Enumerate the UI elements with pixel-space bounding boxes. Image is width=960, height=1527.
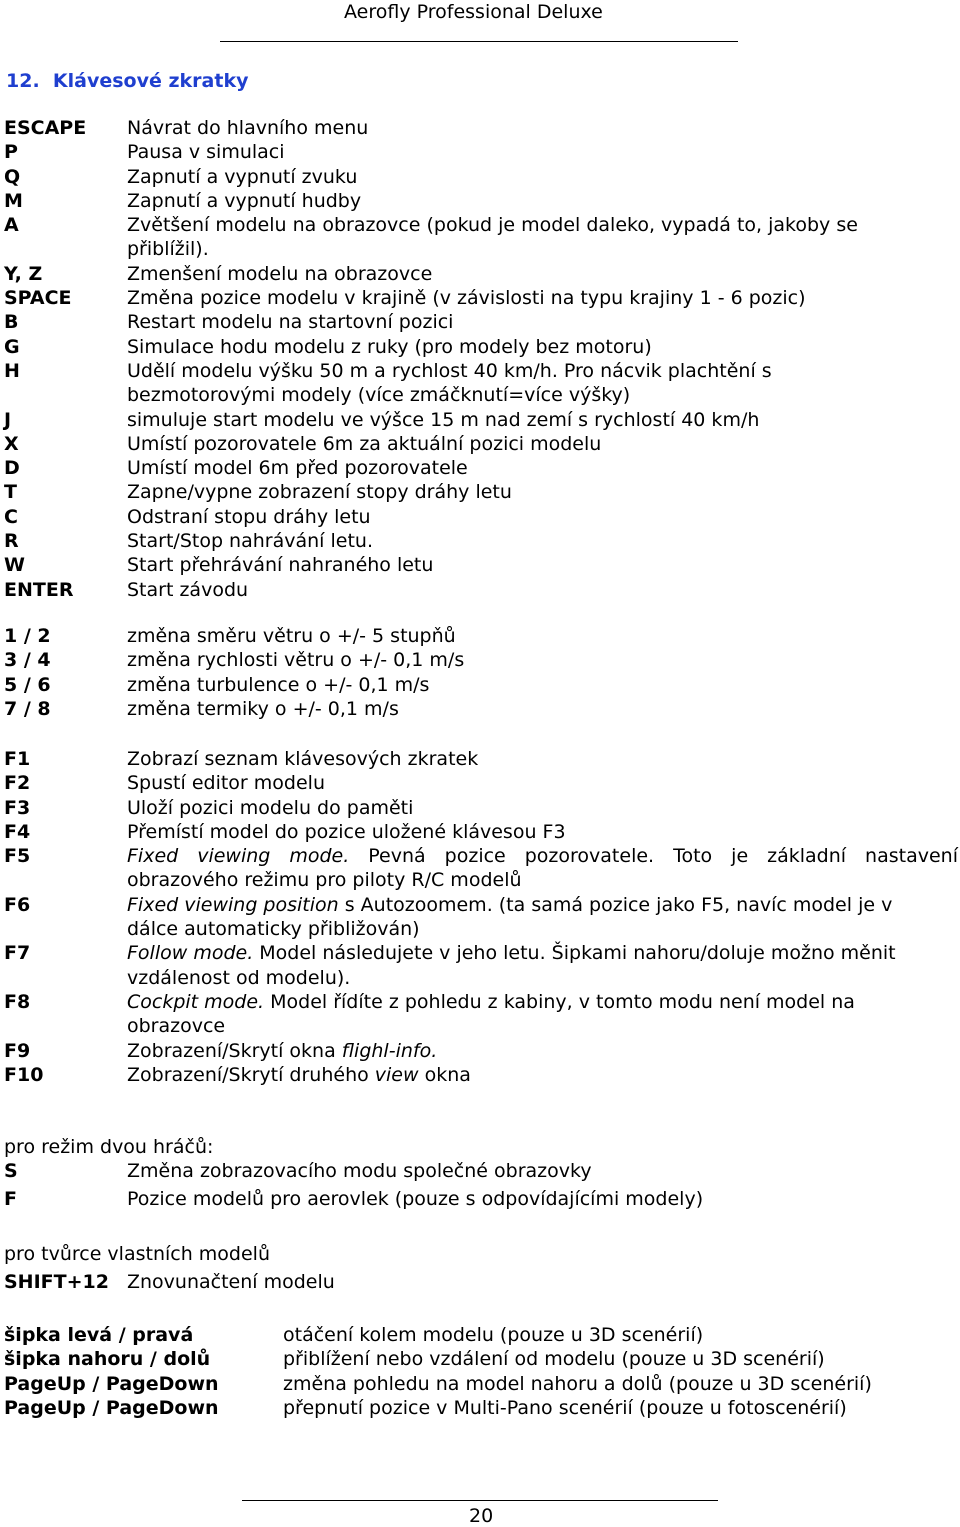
mode-desc: s Autozoomem. (ta samá pozice jako F5, navíc model je v dálce automaticky přibližován) [127, 893, 893, 941]
shortcut-key: 7 / 8 [4, 697, 51, 720]
mode-desc: Model řídíte z pohledu z kabiny, v tomto modu není model na obrazovce [127, 990, 855, 1038]
shortcut-row [0, 624, 960, 648]
shortcut-row [0, 747, 960, 771]
shortcut-key: A [4, 214, 19, 237]
shortcut-key: 3 / 4 [4, 649, 51, 672]
shortcut-table-wind [0, 624, 960, 721]
shortcut-key: PageUp / PageDown [4, 1372, 219, 1395]
shortcut-row [0, 310, 960, 334]
mode-name: Fixed viewing mode. [127, 845, 350, 868]
shortcut-desc: změna turbulence o +/- 0,1 m/s [127, 673, 430, 696]
shortcut-desc: Zmenšení modelu na obrazovce [127, 262, 433, 285]
shortcut-desc: Umístí pozorovatele 6m za aktuální pozici modelu [127, 432, 602, 455]
desc-lead: Zobrazení/Skrytí druhého [127, 1063, 375, 1086]
page-number: 20 [469, 1505, 494, 1527]
shortcut-desc: změna pohledu na model nahoru a dolů (pouze u 3D scenérií) [283, 1372, 872, 1395]
shortcut-row [0, 1372, 960, 1396]
shortcut-desc: Udělí modelu výšku 50 m a rychlost 40 km/h. Pro nácvik plachtění s bezmotorovými modely (více zmáčknutí=více výšky) [127, 359, 772, 407]
shortcut-desc: Uloží pozici modelu do paměti [127, 796, 414, 819]
shortcut-key: 5 / 6 [4, 673, 51, 696]
shortcut-row [0, 893, 960, 942]
section-heading [6, 69, 248, 93]
shortcut-key: P [4, 141, 18, 164]
shortcut-key: šipka levá / pravá [4, 1324, 194, 1346]
shortcut-desc: Zvětšení modelu na obrazovce (pokud je model daleko, vypadá to, jakoby se přiblížil). [127, 214, 858, 261]
running-header-title: Aerofly Professional Deluxe [344, 1, 603, 23]
shortcut-key: F1 [4, 748, 31, 770]
two-player-heading: pro režim dvou hráčů: [4, 1136, 214, 1158]
shortcut-desc: Spustí editor modelu [127, 772, 325, 795]
shortcut-desc: Zapnutí a vypnutí hudby [127, 189, 362, 212]
shortcut-desc: otáčení kolem modelu (pouze u 3D scenérií) [283, 1324, 704, 1346]
shortcut-key: F8 [4, 990, 31, 1013]
shortcut-desc: přiblížení nebo vzdálení od modelu (pouze u 3D scenérií) [283, 1348, 825, 1371]
shortcut-desc: Znovunačtení modelu [127, 1271, 335, 1293]
shortcut-desc: Start závodu [127, 578, 249, 601]
shortcut-key: F9 [4, 1039, 31, 1062]
shortcut-desc [127, 893, 942, 942]
shortcut-desc: Zobrazí seznam klávesových zkratek [127, 748, 479, 770]
shortcut-key: F2 [4, 772, 31, 795]
section-title: Klávesové zkratky [52, 70, 249, 92]
shortcut-key: B [4, 311, 19, 334]
shortcut-key: T [4, 481, 17, 504]
shortcut-key: SHIFT+12 [4, 1271, 109, 1293]
shortcut-desc: změna termiky o +/- 0,1 m/s [127, 697, 399, 720]
shortcut-row [0, 941, 960, 990]
footer-rule [242, 1500, 718, 1501]
shortcut-key: R [4, 530, 19, 553]
shortcut-desc: Umístí model 6m před pozorovatele [127, 457, 468, 480]
desc-italic: flighl-info. [341, 1039, 438, 1062]
shortcut-key: F7 [4, 942, 31, 965]
shortcut-key: J [4, 408, 12, 431]
shortcut-key: ESCAPE [4, 117, 87, 139]
section-number: 12. [6, 70, 40, 92]
shortcut-key: 1 / 2 [4, 625, 51, 647]
mode-name: Cockpit mode. [127, 990, 265, 1013]
shortcut-key: D [4, 457, 20, 480]
shortcut-row [0, 673, 960, 697]
navigation-keys-table [0, 1323, 960, 1420]
shortcut-key: PageUp / PageDown [4, 1396, 219, 1419]
desc-italic: view [374, 1063, 419, 1086]
header-rule [220, 41, 738, 42]
shortcut-key: C [4, 505, 18, 528]
shortcut-desc: Zapne/vypne zobrazení stopy dráhy letu [127, 481, 512, 504]
shortcut-desc: změna směru větru o +/- 5 stupňů [127, 625, 456, 647]
shortcut-key: F3 [4, 796, 31, 819]
shortcut-desc: Odstraní stopu dráhy letu [127, 505, 371, 528]
creators-table [0, 1270, 960, 1295]
shortcut-row [0, 1347, 960, 1371]
mode-desc: Model následujete v jeho letu. Šipkami nahoru/doluje možno měnit vzdálenost od modelu). [127, 942, 896, 989]
shortcut-key: ENTER [4, 578, 74, 601]
shortcut-row [0, 1159, 960, 1184]
shortcut-desc: přepnutí pozice v Multi-Pano scenérií (pouze u fotoscenérií) [283, 1396, 847, 1419]
shortcut-key: H [4, 359, 20, 382]
shortcut-row [0, 648, 960, 672]
shortcut-row [0, 1396, 960, 1420]
shortcut-desc: Start přehrávání nahraného letu [127, 554, 434, 577]
shortcut-row [0, 1270, 960, 1295]
shortcut-row [0, 1063, 960, 1087]
mode-name: Fixed viewing position [127, 893, 339, 916]
shortcut-desc [127, 941, 947, 990]
two-player-table [0, 1159, 960, 1212]
mode-name: Follow mode. [127, 942, 254, 965]
shortcut-row [0, 505, 960, 529]
shortcut-row [0, 140, 960, 164]
shortcut-row [0, 165, 960, 189]
shortcut-key: F5 [4, 845, 31, 868]
shortcut-desc: Návrat do hlavního menu [127, 117, 369, 139]
shortcut-row [0, 578, 960, 602]
shortcut-key: F10 [4, 1063, 44, 1086]
shortcut-key: W [4, 554, 25, 577]
shortcut-key: S [4, 1160, 18, 1182]
desc-tail: okna [418, 1063, 471, 1086]
shortcut-row [0, 359, 960, 408]
shortcut-desc: Pausa v simulaci [127, 141, 285, 164]
shortcut-desc: Změna zobrazovacího modu společné obrazovky [127, 1160, 592, 1182]
shortcut-table-fkeys [0, 747, 960, 1087]
shortcut-key: X [4, 432, 19, 455]
shortcut-table-main [0, 116, 960, 602]
shortcut-key: G [4, 335, 20, 358]
shortcut-row [0, 213, 960, 262]
shortcut-row [0, 432, 960, 456]
shortcut-desc: změna rychlosti větru o +/- 0,1 m/s [127, 649, 465, 672]
shortcut-row [0, 335, 960, 359]
shortcut-row [0, 844, 960, 893]
shortcut-desc: Start/Stop nahrávání letu. [127, 530, 373, 553]
shortcut-row [0, 820, 960, 844]
shortcut-desc: Restart modelu na startovní pozici [127, 311, 454, 334]
shortcut-row [0, 286, 960, 310]
shortcut-desc: Pozice modelů pro aerovlek (pouze s odpovídajícími modely) [127, 1188, 704, 1210]
shortcut-key: šipka nahoru / dolů [4, 1348, 211, 1371]
shortcut-desc [127, 844, 958, 893]
shortcut-row [0, 456, 960, 480]
shortcut-key: M [4, 189, 23, 212]
shortcut-row [0, 553, 960, 577]
shortcut-key: F [4, 1188, 17, 1210]
shortcut-row [0, 990, 960, 1039]
desc-lead: Zobrazení/Skrytí okna [127, 1039, 342, 1062]
mode-desc: Pevná pozice pozorovatele. Toto je základní nastavení obrazového režimu pro piloty R/C modelů [127, 845, 958, 892]
shortcut-row [0, 796, 960, 820]
shortcut-desc: Změna pozice modelu v krajině (v závislosti na typu krajiny 1 - 6 pozic) [127, 287, 806, 310]
shortcut-row [0, 480, 960, 504]
creators-heading: pro tvůrce vlastních modelů [4, 1243, 270, 1265]
shortcut-key: Q [4, 165, 21, 188]
shortcut-desc: Přemístí model do pozice uložené klávesou F3 [127, 820, 566, 843]
shortcut-row [0, 697, 960, 721]
shortcut-desc [127, 1039, 958, 1063]
shortcut-row [0, 771, 960, 795]
shortcut-desc [127, 1063, 958, 1087]
shortcut-row [0, 116, 960, 140]
shortcut-key: Y, Z [4, 262, 43, 285]
shortcut-key: F6 [4, 893, 31, 916]
shortcut-desc: Zapnutí a vypnutí zvuku [127, 165, 358, 188]
shortcut-row [0, 529, 960, 553]
shortcut-desc [127, 990, 907, 1039]
shortcut-row [0, 1039, 960, 1063]
shortcut-row [0, 189, 960, 213]
shortcut-row [0, 408, 960, 432]
shortcut-key: F4 [4, 820, 31, 843]
shortcut-key: SPACE [4, 287, 72, 310]
shortcut-row [0, 1323, 960, 1347]
shortcut-desc: simuluje start modelu ve výšce 15 m nad zemí s rychlostí 40 km/h [127, 408, 760, 431]
shortcut-row [0, 1187, 960, 1212]
shortcut-row [0, 262, 960, 286]
shortcut-desc: Simulace hodu modelu z ruky (pro modely bez motoru) [127, 335, 652, 358]
